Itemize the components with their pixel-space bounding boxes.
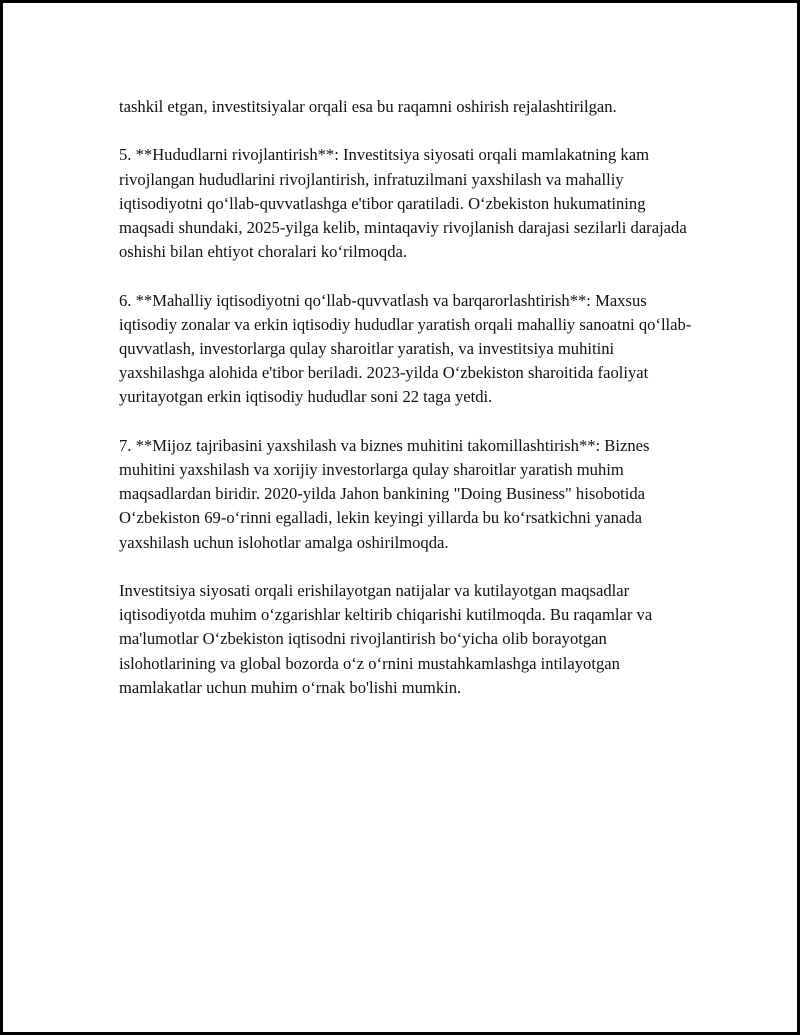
paragraph-item-5: 5. **Hududlarni rivojlantirish**: Investitsiya siyosati orqali mamlakatning kam rivojlangan hududlarini rivojlantirish, infratuzilmani yaxshilash va mahalliy iqtisodiyotni qo‘llab-quvvatlashga e'tibor qaratiladi. O‘zbekiston hukumatining maqsadi shundaki, 2025-yilga kelib, mintaqaviy rivojlanish darajasi sezilarli darajada oshishi bilan ehtiyot choralari ko‘rilmoqda.: [119, 145, 687, 262]
paragraph-conclusion: Investitsiya siyosati orqali erishilayotgan natijalar va kutilayotgan maqsadlar iqtisodiyotda muhim o‘zgarishlar keltirib chiqarishi kutilmoqda. Bu raqamlar va ma'lumotlar O‘zbekiston iqtisodni rivojlantirish bo‘yicha olib borayotgan islohotlarining va global bozorda o‘z o‘rnini mustahkamlashga intilayotgan mamlakatlar uchun muhim o‘rnak bo'lishi mumkin.: [119, 581, 653, 697]
document-body: [119, 95, 699, 724]
paragraph-item-6: 6. **Mahalliy iqtisodiyotni qo‘llab-quvvatlash va barqarorlashtirish**: Maxsus iqtisodiy zonalar va erkin iqtisodiy hududlar yaratish orqali mahalliy sanoatni qo‘llab-quvvatlash, investorlarga qulay sharoitlar yaratish, va investitsiya muhitini yaxshilashga alohida e'tibor beriladi. 2023-yilda O‘zbekiston sharoitida faoliyat yuritayotgan erkin iqtisodiy hududlar soni 22 taga yetdi.: [119, 290, 692, 407]
paragraph-continuation: tashkil etgan, investitsiyalar orqali esa bu raqamni oshirish rejalashtirilgan.: [119, 97, 617, 116]
paragraph-item-7: 7. **Mijoz tajribasini yaxshilash va biznes muhitini takomillashtirish**: Biznes muhitini yaxshilash va xorijiy investorlarga qulay sharoitlar yaratish muhim maqsadlardan biridir. 2020-yilda Jahon bankining "Doing Business" hisobotida O‘zbekiston 69-o‘rinni egalladi, lekin keyingi yillarda bu ko‘rsatkichni yanada yaxshilash uchun islohotlar amalga oshirilmoqda.: [119, 435, 650, 552]
